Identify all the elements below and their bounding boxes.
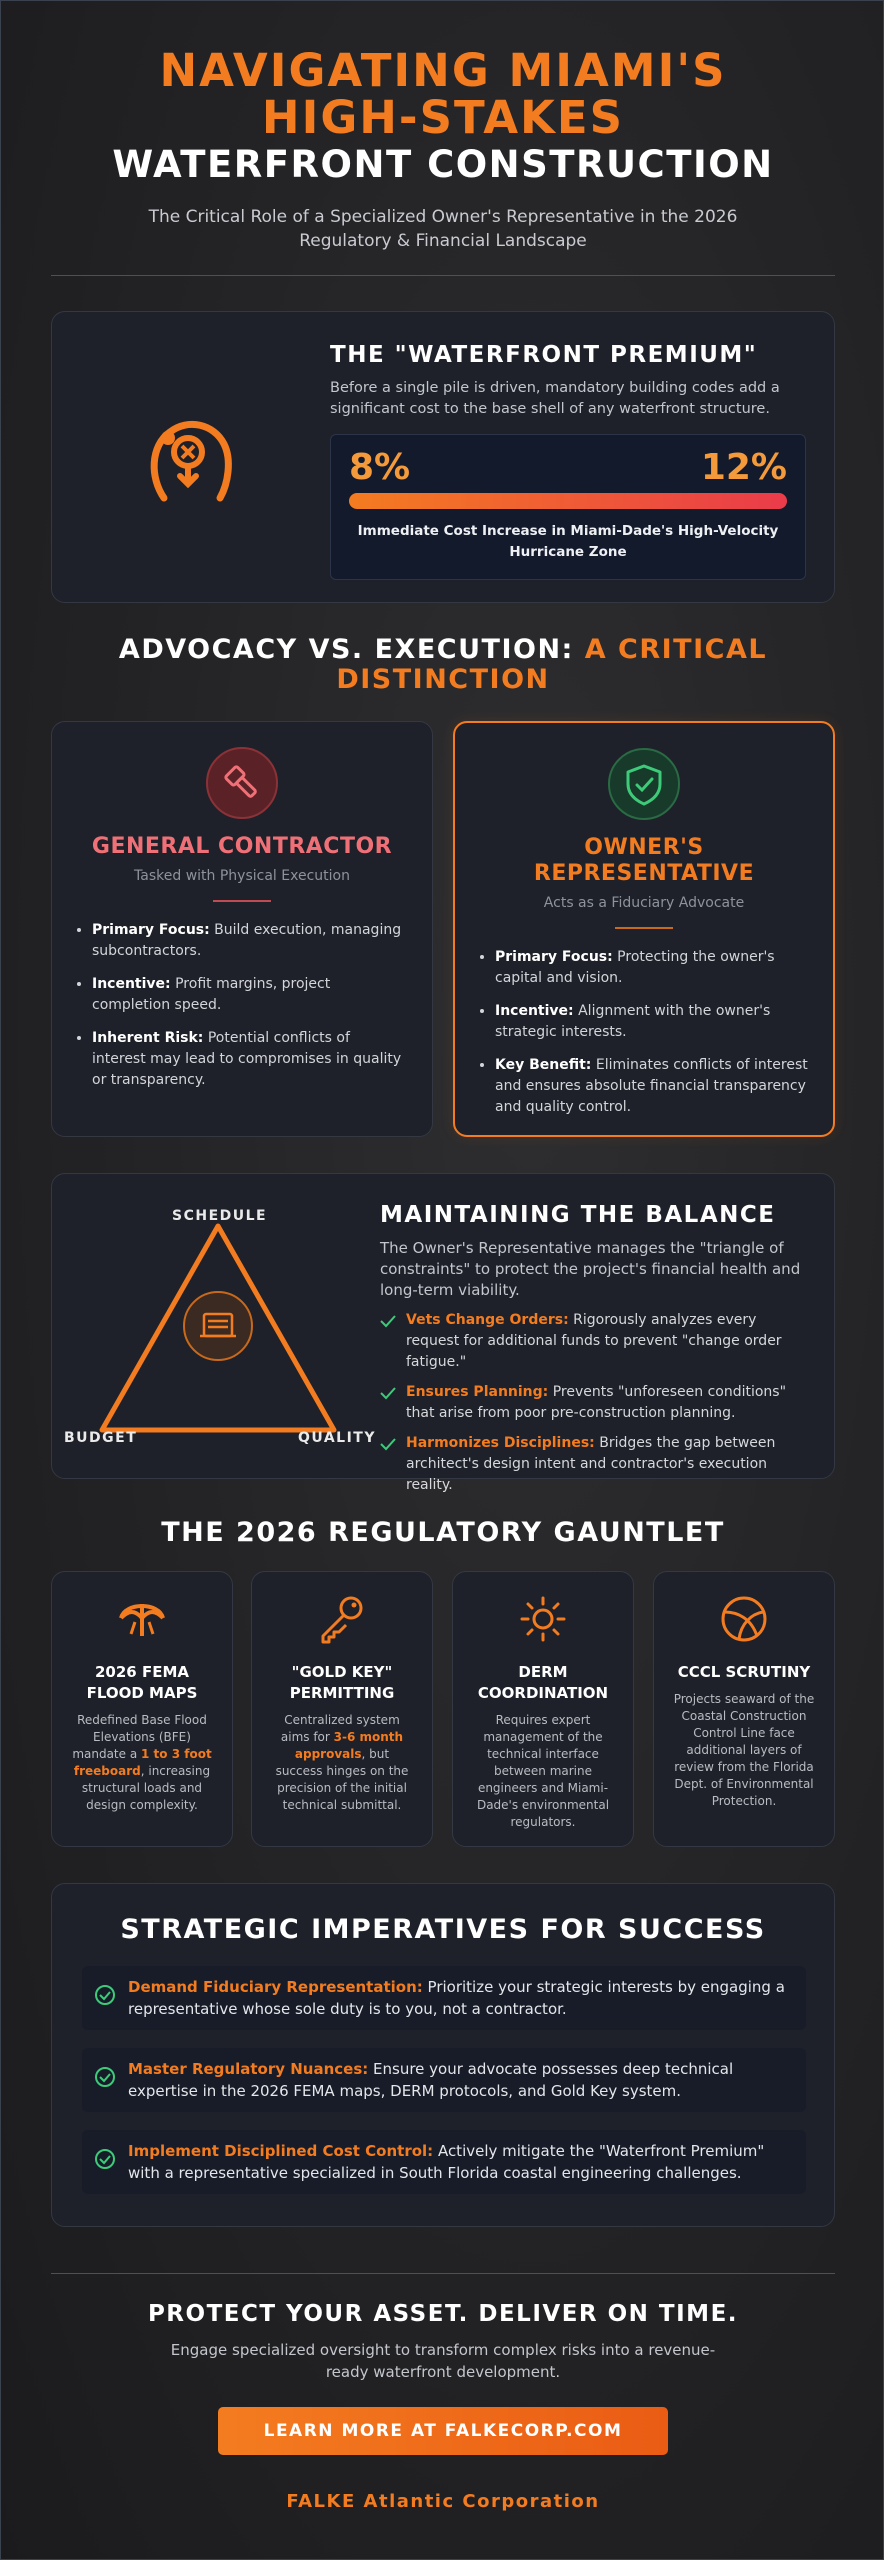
footer [51,2301,835,2512]
check-circle-icon [94,2066,116,2088]
owners-rep-card [453,721,835,1137]
list-item: Ensures Planning: Prevents "unforeseen conditions" that arise from poor pre-construction planning. [380,1382,810,1424]
page-subtitle: WATERFRONT CONSTRUCTION [112,143,774,186]
list-item: Master Regulatory Nuances: Ensure your advocate possesses deep technical expertise in the 2026 FEMA maps, DERM protocols, and Gold Key system. [82,2048,806,2112]
balance-card [51,1173,835,1493]
gauntlet-card-title: DERM COORDINATION [477,1663,609,1702]
imperatives-title: STRATEGIC IMPERATIVES FOR SUCCESS [120,1914,766,1945]
gc-subtitle: Tasked with Physical Execution [134,868,350,884]
check-icon [380,1314,396,1328]
gauntlet-card-title: "GOLD KEY" PERMITTING [289,1663,395,1702]
gauntlet-card-cccl [653,1571,835,1847]
gauntlet-title: THE 2026 REGULATORY GAUNTLET [161,1517,725,1548]
volleyball-icon [717,1592,771,1646]
owner-rule [615,927,673,929]
gauntlet-card-text: Projects seaward of the Coastal Construction Control Line face additional layers of review from the Florida Dept. of Environmental Protection. [673,1692,815,1808]
learn-more-button[interactable]: LEARN MORE AT FALKECORP.COM [218,2407,668,2455]
header-divider [51,275,835,276]
check-icon [380,1437,396,1451]
owner-subtitle: Acts as a Fiduciary Advocate [543,895,745,911]
owner-title: OWNER'S REPRESENTATIVE [533,835,755,886]
list-item: • Incentive: Profit margins, project completion speed. [92,974,408,1016]
advocacy-title-part2: A CRITICAL DISTINCTION [336,634,768,695]
imperatives-card [51,1883,835,2227]
list-item: • Primary Focus: Protecting the owner's capital and vision. [495,947,809,989]
gauntlet-card-text: Redefined Base Flood Elevations (BFE) mandate a 1 to 3 foot freeboard, increasing structural loads and design complexity. [72,1713,212,1812]
umbrella-beach-icon [115,1592,169,1646]
advocacy-title-part1: ADVOCACY VS. EXECUTION: [118,634,585,665]
header [51,44,835,253]
list-item: • Key Benefit: Eliminates conflicts of interest and ensures absolute financial transparency and quality control. [495,1055,809,1118]
owner-list [455,947,833,1118]
triangle-label-quality: QUALITY [298,1430,376,1446]
check-icon [380,1386,396,1400]
balance-description: The Owner's Representative manages the "triangle of constraints" to protect the project's financial health and long-term viability. [380,1239,801,1299]
gauntlet-card-text: Requires expert management of the technical interface between marine engineers and Miami-Dade's environmental regulators. [476,1713,610,1829]
shield-check-icon [608,748,680,820]
range-low: 8% [349,447,411,488]
waterfront-premium-card [51,311,835,603]
page-tagline: The Critical Role of a Specialized Owner's Representative in the 2026 Regulatory & Financial Landscape [148,207,738,251]
list-item: Harmonizes Disciplines: Bridges the gap between architect's design intent and contractor's execution reality. [380,1433,810,1496]
range-bar [349,493,787,509]
list-item: • Incentive: Alignment with the owner's strategic interests. [495,1001,809,1043]
footer-divider [51,2273,835,2274]
premium-description: Before a single pile is driven, mandatory building codes add a significant cost to the base shell of any waterfront structure. [330,380,780,417]
list-item: Demand Fiduciary Representation: Prioritize your strategic interests by engaging a representative whose sole duty is to you, not a contractor. [82,1966,806,2030]
range-high: 12% [700,447,787,488]
triangle-label-schedule: SCHEDULE [172,1208,268,1224]
key-icon [315,1592,369,1646]
cost-increase-panel [330,434,806,580]
gauntlet-card-permitting [251,1571,433,1847]
check-circle-icon [94,1984,116,2006]
hurricane-icon [136,408,240,512]
gc-list [52,920,432,1091]
list-item: • Inherent Risk: Potential conflicts of interest may lead to compromises in quality or transparency. [92,1028,408,1091]
footer-text: Engage specialized oversight to transform complex risks into a revenue-ready waterfront development. [170,2341,716,2381]
triangle-label-budget: BUDGET [64,1430,138,1446]
gc-title: GENERAL CONTRACTOR [91,834,393,859]
gauntlet-card-derm [452,1571,634,1847]
page-title: NAVIGATING MIAMI'S HIGH-STAKES [159,44,727,144]
sun-icon [516,1592,570,1646]
gauntlet-card-fema [51,1571,233,1847]
brand-name: FALKE Atlantic Corporation [286,2491,600,2512]
gauntlet-card-title: CCCL SCRUTINY [677,1663,811,1681]
list-item: Implement Disciplined Cost Control: Actively mitigate the "Waterfront Premium" with a representative specialized in South Florida coastal engineering challenges. [82,2130,806,2194]
hammer-icon [206,747,278,819]
advocacy-title [51,635,835,695]
premium-title: THE "WATERFRONT PREMIUM" [330,342,758,368]
gauntlet-card-title: 2026 FEMA FLOOD MAPS [86,1663,198,1702]
balance-title: MAINTAINING THE BALANCE [380,1202,776,1228]
gc-rule [213,900,271,902]
footer-title: PROTECT YOUR ASSET. DELIVER ON TIME. [147,2301,739,2327]
general-contractor-card [51,721,433,1137]
check-circle-icon [94,2148,116,2170]
list-item: • Primary Focus: Build execution, managing subcontractors. [92,920,408,962]
gauntlet-card-text: Centralized system aims for 3-6 month approvals, but success hinges on the precision of the initial technical submittal. [275,1713,409,1812]
list-item: Vets Change Orders: Rigorously analyzes every request for additional funds to prevent "change order fatigue." [380,1310,810,1373]
range-label: Immediate Cost Increase in Miami-Dade's High-Velocity Hurricane Zone [357,523,779,560]
